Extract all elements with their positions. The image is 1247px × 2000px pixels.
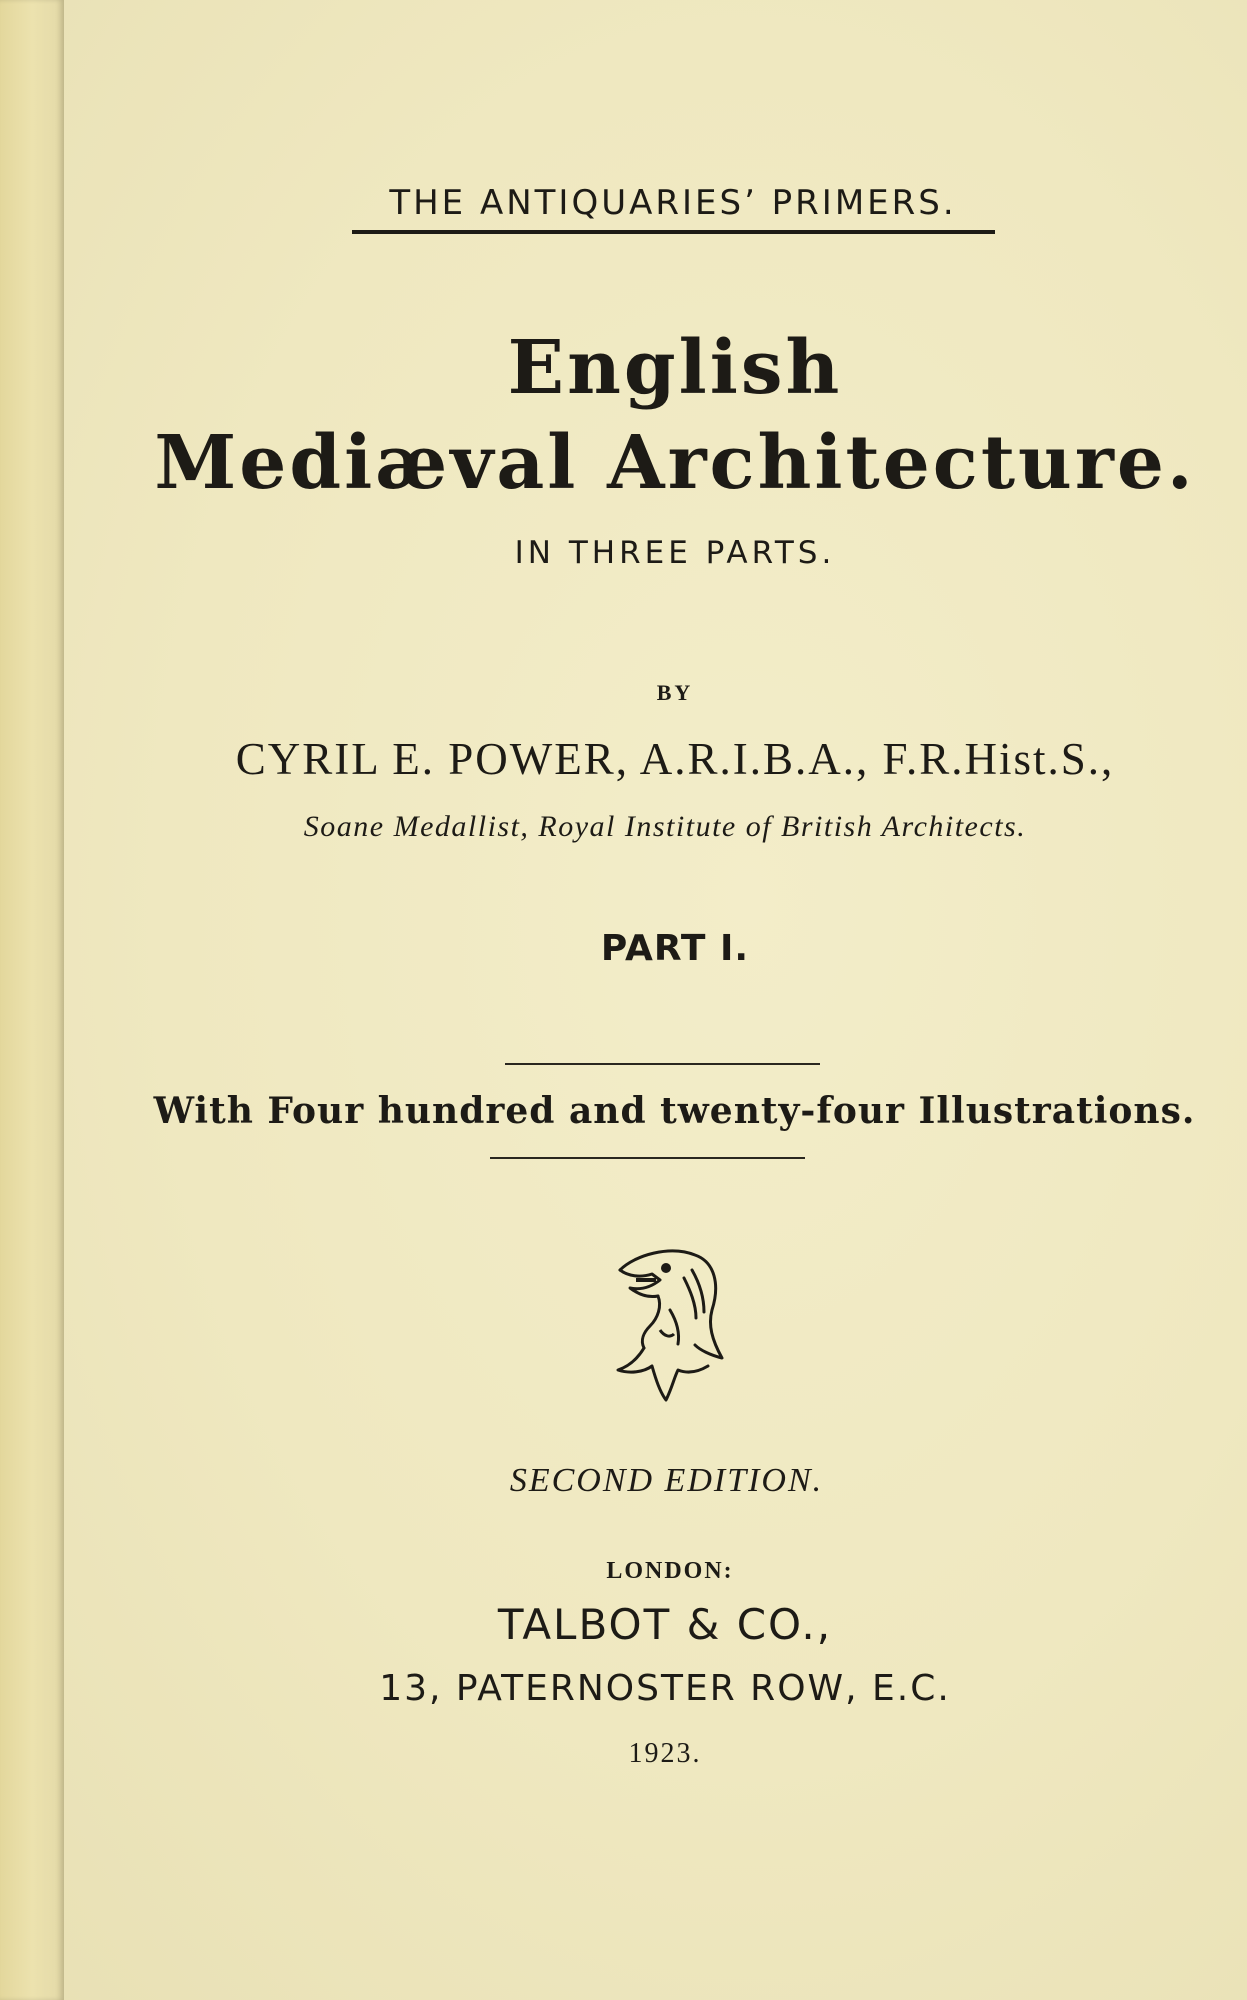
imprint-year: 1923. bbox=[628, 1738, 702, 1769]
series-underline bbox=[352, 230, 995, 234]
imprint-publisher: TALBOT & CO., bbox=[497, 1600, 833, 1649]
book-title-line-2: Mediæval Architecture. bbox=[154, 420, 1196, 506]
author-name: CYRIL E. POWER, A.R.I.B.A., F.R.Hist.S., bbox=[235, 734, 1115, 784]
series-title: THE ANTIQUARIES’ PRIMERS. bbox=[389, 183, 957, 223]
author-affiliation: Soane Medallist, Royal Institute of British Architects. bbox=[303, 810, 1027, 843]
part-number: PART I. bbox=[600, 928, 750, 969]
illustrations-note: With Four hundred and twenty-four Illustrations. bbox=[153, 1090, 1196, 1132]
divider-rule-bottom bbox=[490, 1157, 805, 1159]
subtitle: IN THREE PARTS. bbox=[514, 535, 836, 571]
griffin-head-emblem-icon bbox=[600, 1240, 740, 1410]
divider-rule-top bbox=[505, 1063, 820, 1065]
book-title-line-1: English bbox=[507, 325, 843, 411]
by-label: BY bbox=[656, 680, 694, 705]
imprint-city: LONDON: bbox=[606, 1558, 734, 1584]
edition: SECOND EDITION. bbox=[509, 1462, 824, 1499]
imprint-address: 13, PATERNOSTER ROW, E.C. bbox=[379, 1668, 951, 1709]
